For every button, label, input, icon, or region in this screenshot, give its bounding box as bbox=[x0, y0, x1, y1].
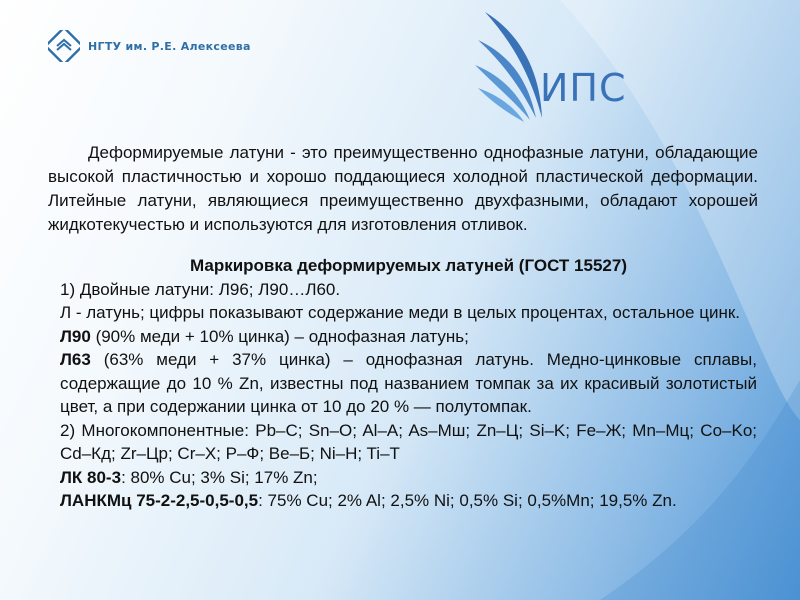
l90-description: (90% меди + 10% цинка) – однофазная латунь; bbox=[90, 326, 469, 346]
l63-grade: Л63 bbox=[60, 350, 91, 369]
lk-grade: ЛК 80-3 bbox=[60, 467, 122, 487]
l90-grade: Л90 bbox=[60, 326, 91, 346]
lk-line bbox=[60, 466, 757, 490]
university-name: НГТУ им. Р.Е. Алексеева bbox=[88, 39, 251, 53]
l63-description: (63% меди + 37% цинка) – однофазная латунь. Медно-цинковые сплавы, содержащие до 10 % Zn, известны под названием томпак за их красивый золотистый цвет, а при содержании цинка от 10 до 20 % — полутомпак. bbox=[60, 350, 757, 416]
ips-logo-text: ИПС bbox=[540, 66, 627, 110]
university-logo-icon bbox=[48, 30, 80, 62]
university-header bbox=[48, 30, 251, 62]
multicomponent-line: 2) Многокомпонентные: Pb–C; Sn–O; Al–A; As–Мш; Zn–Ц; Si–K; Fe–Ж; Mn–Мц; Co–Ko; Cd–Кд; Zr–Цр; Cr–X; P–Ф; Be–Б; Ni–H; Ti–T bbox=[60, 420, 757, 463]
l63-line bbox=[60, 348, 757, 419]
marking-heading: Маркировка деформируемых латуней (ГОСТ 15527) bbox=[190, 256, 627, 275]
brass-explanation: Л - латунь; цифры показывают содержание меди в целых процентах, остальное цинк. bbox=[60, 303, 741, 322]
lankmts-line bbox=[60, 489, 757, 513]
binary-brass-line: 1) Двойные латуни: Л96; Л90…Л60. bbox=[60, 279, 341, 299]
lankmts-grade: ЛАНКМц 75-2-2,5-0,5-0,5 bbox=[60, 491, 259, 510]
l90-line bbox=[60, 325, 757, 349]
lankmts-composition: : 75% Cu; 2% Al; 2,5% Ni; 0,5% Si; 0,5%Mn; 19,5% Zn. bbox=[258, 491, 677, 510]
marking-section bbox=[60, 254, 757, 513]
lk-composition: : 80% Cu; 3% Si; 17% Zn; bbox=[121, 467, 318, 487]
intro-paragraph: Деформируемые латуни - это преимущественно однофазные латуни, обладающие высокой пластичностью и хорошо поддающиеся холодной пластической деформации. Литейные латуни, являющиеся преимущественно двухфазными, обладают хорошей жидкотекучестью и используются для изготовления отливок. bbox=[48, 143, 758, 234]
